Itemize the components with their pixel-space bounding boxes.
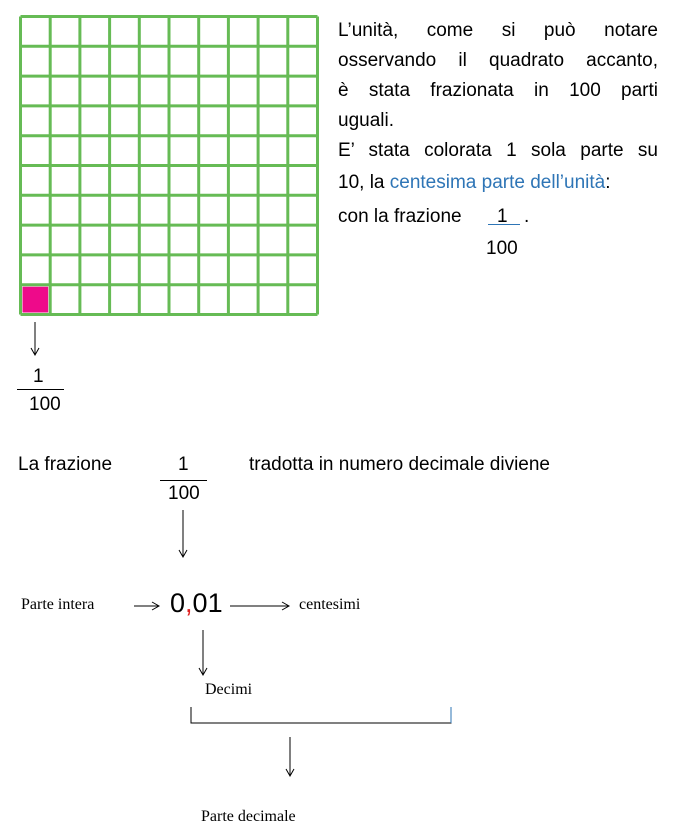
hundredth-highlight-text: centesima parte dell’unità — [389, 172, 606, 193]
sentence-fraction-denominator: 100 — [168, 483, 200, 504]
text-line-7: con la frazione — [338, 206, 462, 227]
decimal-separator: , — [185, 588, 193, 618]
left-fraction-denominator: 100 — [29, 394, 61, 415]
sentence-suffix: tradotta in numero decimale diviene — [249, 454, 551, 475]
left-fraction-numerator: 1 — [33, 366, 44, 387]
text-line-7-period: . — [524, 206, 530, 227]
sentence-fraction-numerator: 1 — [178, 454, 189, 475]
text-line-4: uguali. — [338, 110, 394, 131]
label-tenths: Decimi — [205, 681, 253, 698]
decimal-fraction-digits: 01 — [192, 588, 223, 618]
sentence-prefix: La frazione — [18, 454, 113, 475]
inline-fraction-denominator: 100 — [486, 238, 518, 259]
label-decimal-part: Parte decimale — [201, 808, 296, 825]
text-line-6-end: : — [605, 172, 611, 193]
inline-fraction-numerator: 1 — [497, 206, 508, 227]
decimal-part-bracket — [191, 707, 451, 723]
text-line-5: E’ stata colorata 1 sola parte su — [338, 140, 658, 161]
label-integer-part: Parte intera — [21, 596, 95, 613]
label-hundredths: centesimi — [299, 596, 361, 613]
text-line-3: è stata frazionata in 100 parti — [338, 80, 658, 101]
text-line-2: osservando il quadrato accanto, — [338, 50, 658, 71]
text-line-6-start: 10, la — [338, 172, 390, 193]
decimal-integer-digit: 0 — [170, 588, 186, 618]
text-line-1: L’unità, come si può notare — [338, 20, 658, 41]
